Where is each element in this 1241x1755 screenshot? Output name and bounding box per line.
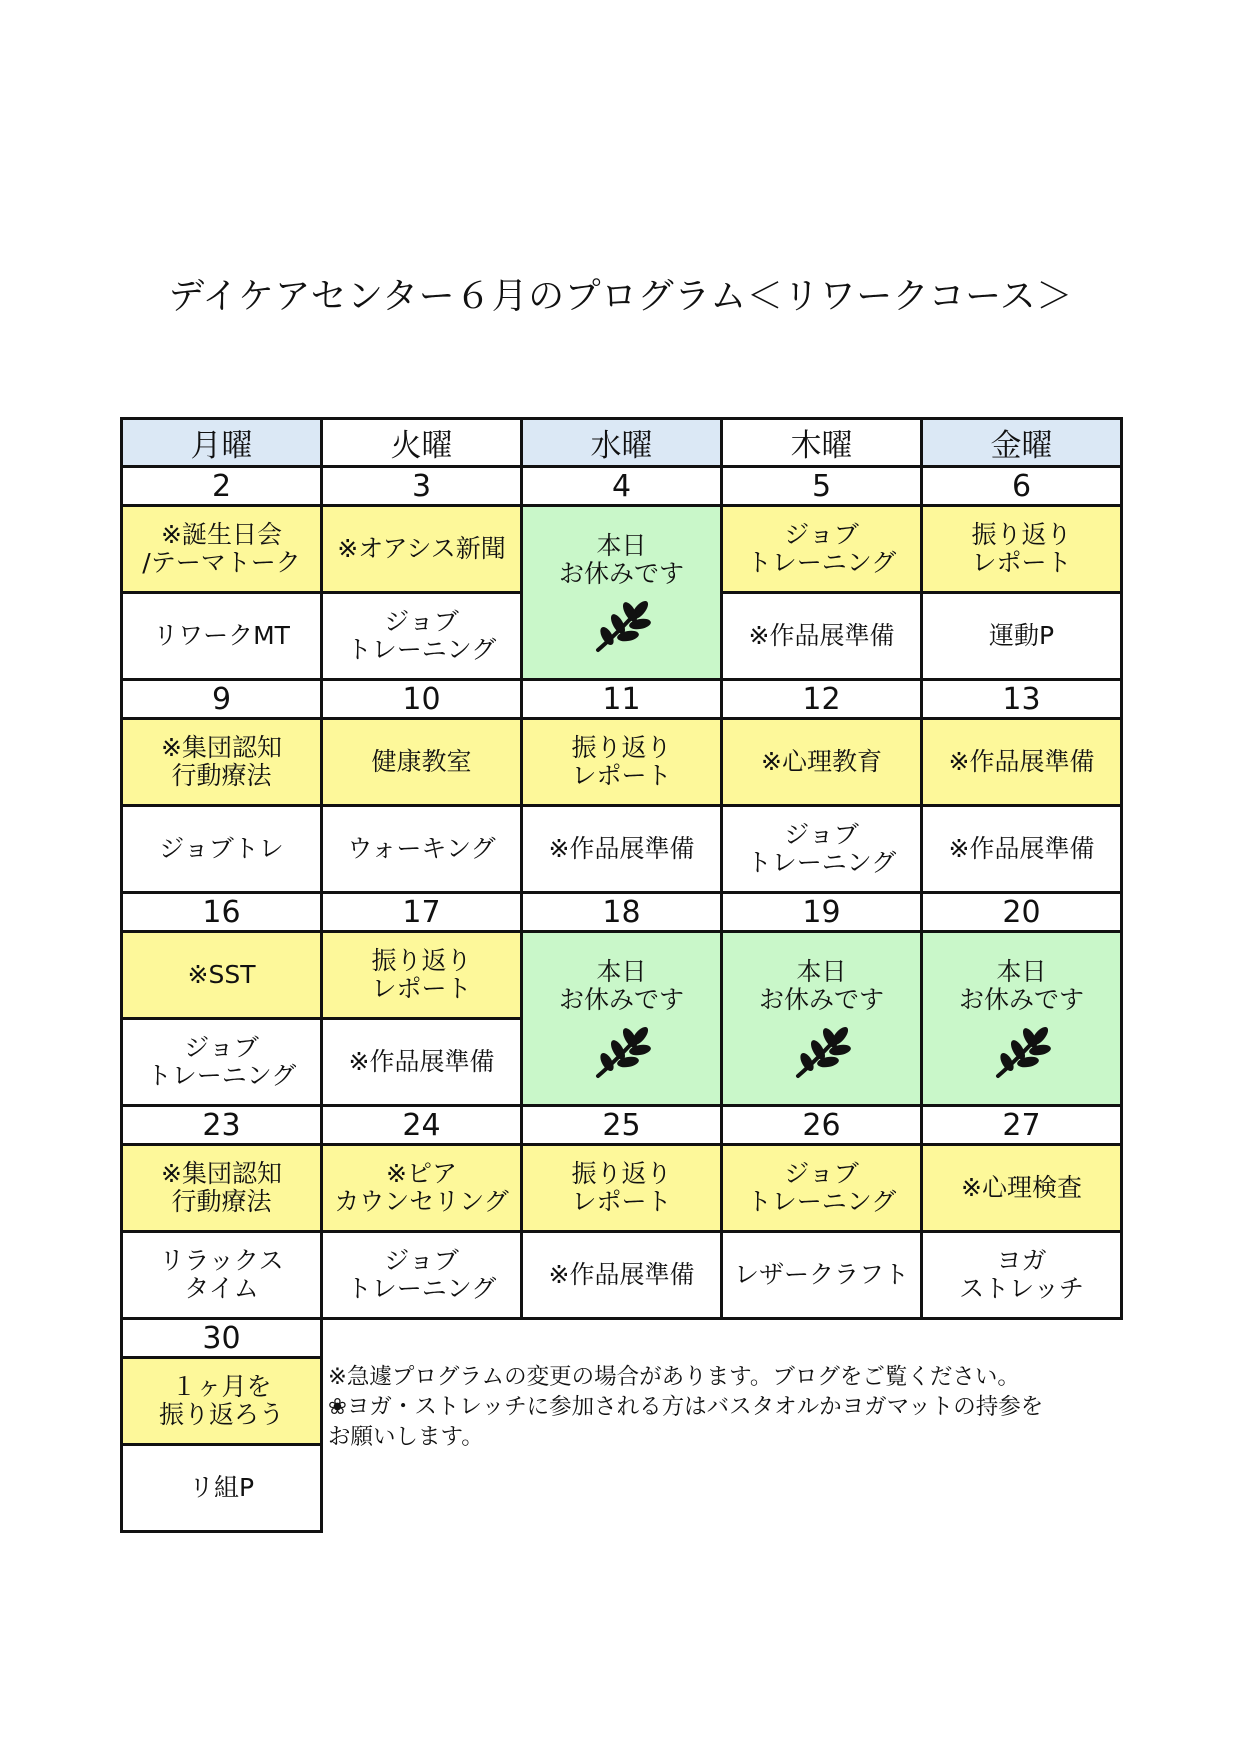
- date-cell: 20: [922, 893, 1122, 932]
- date-cell: 16: [122, 893, 322, 932]
- afternoon-program: ジョブトレ: [122, 806, 322, 893]
- holiday-label: 本日 お休みです: [558, 956, 684, 1014]
- morning-program: 振り返り レポート: [322, 932, 522, 1019]
- morning-program: 振り返り レポート: [522, 1145, 722, 1232]
- date-cell: 9: [122, 680, 322, 719]
- weekday-header: 木曜: [722, 419, 922, 467]
- date-cell: 26: [722, 1106, 922, 1145]
- date-row: [122, 1319, 1122, 1358]
- morning-program: ジョブ トレーニング: [722, 506, 922, 593]
- morning-program: 健康教室: [322, 719, 522, 806]
- afternoon-program: ヨガ ストレッチ: [922, 1232, 1122, 1319]
- date-cell: 23: [122, 1106, 322, 1145]
- holiday-cell: [522, 506, 722, 680]
- morning-program: ※オアシス新聞: [322, 506, 522, 593]
- morning-program: ※誕生日会 /テーマトーク: [122, 506, 322, 593]
- date-cell: 3: [322, 467, 522, 506]
- date-cell: 27: [922, 1106, 1122, 1145]
- date-cell: 24: [322, 1106, 522, 1145]
- afternoon-row: [122, 1232, 1122, 1319]
- morning-program: ※SST: [122, 932, 322, 1019]
- morning-program: ※集団認知 行動療法: [122, 719, 322, 806]
- afternoon-row: [122, 1445, 1122, 1532]
- afternoon-program: ウォーキング: [322, 806, 522, 893]
- date-cell: 17: [322, 893, 522, 932]
- afternoon-program: ジョブ トレーニング: [722, 806, 922, 893]
- date-row: [122, 1106, 1122, 1145]
- morning-program: 振り返り レポート: [522, 719, 722, 806]
- weekday-header: 月曜: [122, 419, 322, 467]
- date-cell: 25: [522, 1106, 722, 1145]
- leaf-branch-icon: [992, 1024, 1052, 1080]
- afternoon-program: ジョブ トレーニング: [122, 1019, 322, 1106]
- afternoon-program: ※作品展準備: [722, 593, 922, 680]
- date-cell: 18: [522, 893, 722, 932]
- morning-program: １ヶ月を 振り返ろう: [122, 1358, 322, 1445]
- date-cell: 2: [122, 467, 322, 506]
- holiday-label: 本日 お休みです: [558, 530, 684, 588]
- leaf-branch-icon: [592, 1024, 652, 1080]
- date-cell: 11: [522, 680, 722, 719]
- weekday-header: 水曜: [522, 419, 722, 467]
- date-cell: 13: [922, 680, 1122, 719]
- morning-program: ※心理教育: [722, 719, 922, 806]
- afternoon-program: ジョブ トレーニング: [322, 593, 522, 680]
- date-cell: 30: [122, 1319, 322, 1358]
- morning-program: ※集団認知 行動療法: [122, 1145, 322, 1232]
- date-cell: 6: [922, 467, 1122, 506]
- holiday-cell: [922, 932, 1122, 1106]
- leaf-branch-icon: [792, 1024, 852, 1080]
- morning-row: [122, 1145, 1122, 1232]
- note-schedule-change: ※急遽プログラムの変更の場合があります。ブログをご覧ください。: [328, 1364, 1020, 1390]
- morning-program: ジョブ トレーニング: [722, 1145, 922, 1232]
- morning-row: [122, 932, 1122, 1019]
- afternoon-program: ※作品展準備: [522, 806, 722, 893]
- morning-row: [122, 719, 1122, 806]
- leaf-branch-icon: [592, 598, 652, 654]
- morning-row: [122, 506, 1122, 593]
- weekday-header: 火曜: [322, 419, 522, 467]
- afternoon-program: リラックス タイム: [122, 1232, 322, 1319]
- afternoon-program: レザークラフト: [722, 1232, 922, 1319]
- notes: [328, 1362, 1128, 1452]
- date-cell: 19: [722, 893, 922, 932]
- date-row: [122, 893, 1122, 932]
- afternoon-program: ※作品展準備: [322, 1019, 522, 1106]
- afternoon-program: 運動P: [922, 593, 1122, 680]
- date-cell: 4: [522, 467, 722, 506]
- date-cell: 10: [322, 680, 522, 719]
- morning-program: ※ピア カウンセリング: [322, 1145, 522, 1232]
- date-row: [122, 467, 1122, 506]
- holiday-label: 本日 お休みです: [758, 956, 884, 1014]
- morning-program: ※心理検査: [922, 1145, 1122, 1232]
- holiday-label: 本日 お休みです: [958, 956, 1084, 1014]
- weekday-header-row: [122, 419, 1122, 467]
- date-cell: 5: [722, 467, 922, 506]
- note-yoga: ❀ヨガ・ストレッチに参加される方はバスタオルかヨガマットの持参を お願いします。: [328, 1394, 1044, 1450]
- morning-program: ※作品展準備: [922, 719, 1122, 806]
- afternoon-program: ジョブ トレーニング: [322, 1232, 522, 1319]
- afternoon-row: [122, 806, 1122, 893]
- afternoon-program: ※作品展準備: [522, 1232, 722, 1319]
- afternoon-program: ※作品展準備: [922, 806, 1122, 893]
- holiday-cell: [722, 932, 922, 1106]
- afternoon-program: リ組P: [122, 1445, 322, 1532]
- date-cell: 12: [722, 680, 922, 719]
- page-title: デイケアセンター６月のプログラム＜リワークコース＞: [168, 276, 1073, 317]
- morning-program: 振り返り レポート: [922, 506, 1122, 593]
- afternoon-program: リワークMT: [122, 593, 322, 680]
- holiday-cell: [522, 932, 722, 1106]
- date-row: [122, 680, 1122, 719]
- weekday-header: 金曜: [922, 419, 1122, 467]
